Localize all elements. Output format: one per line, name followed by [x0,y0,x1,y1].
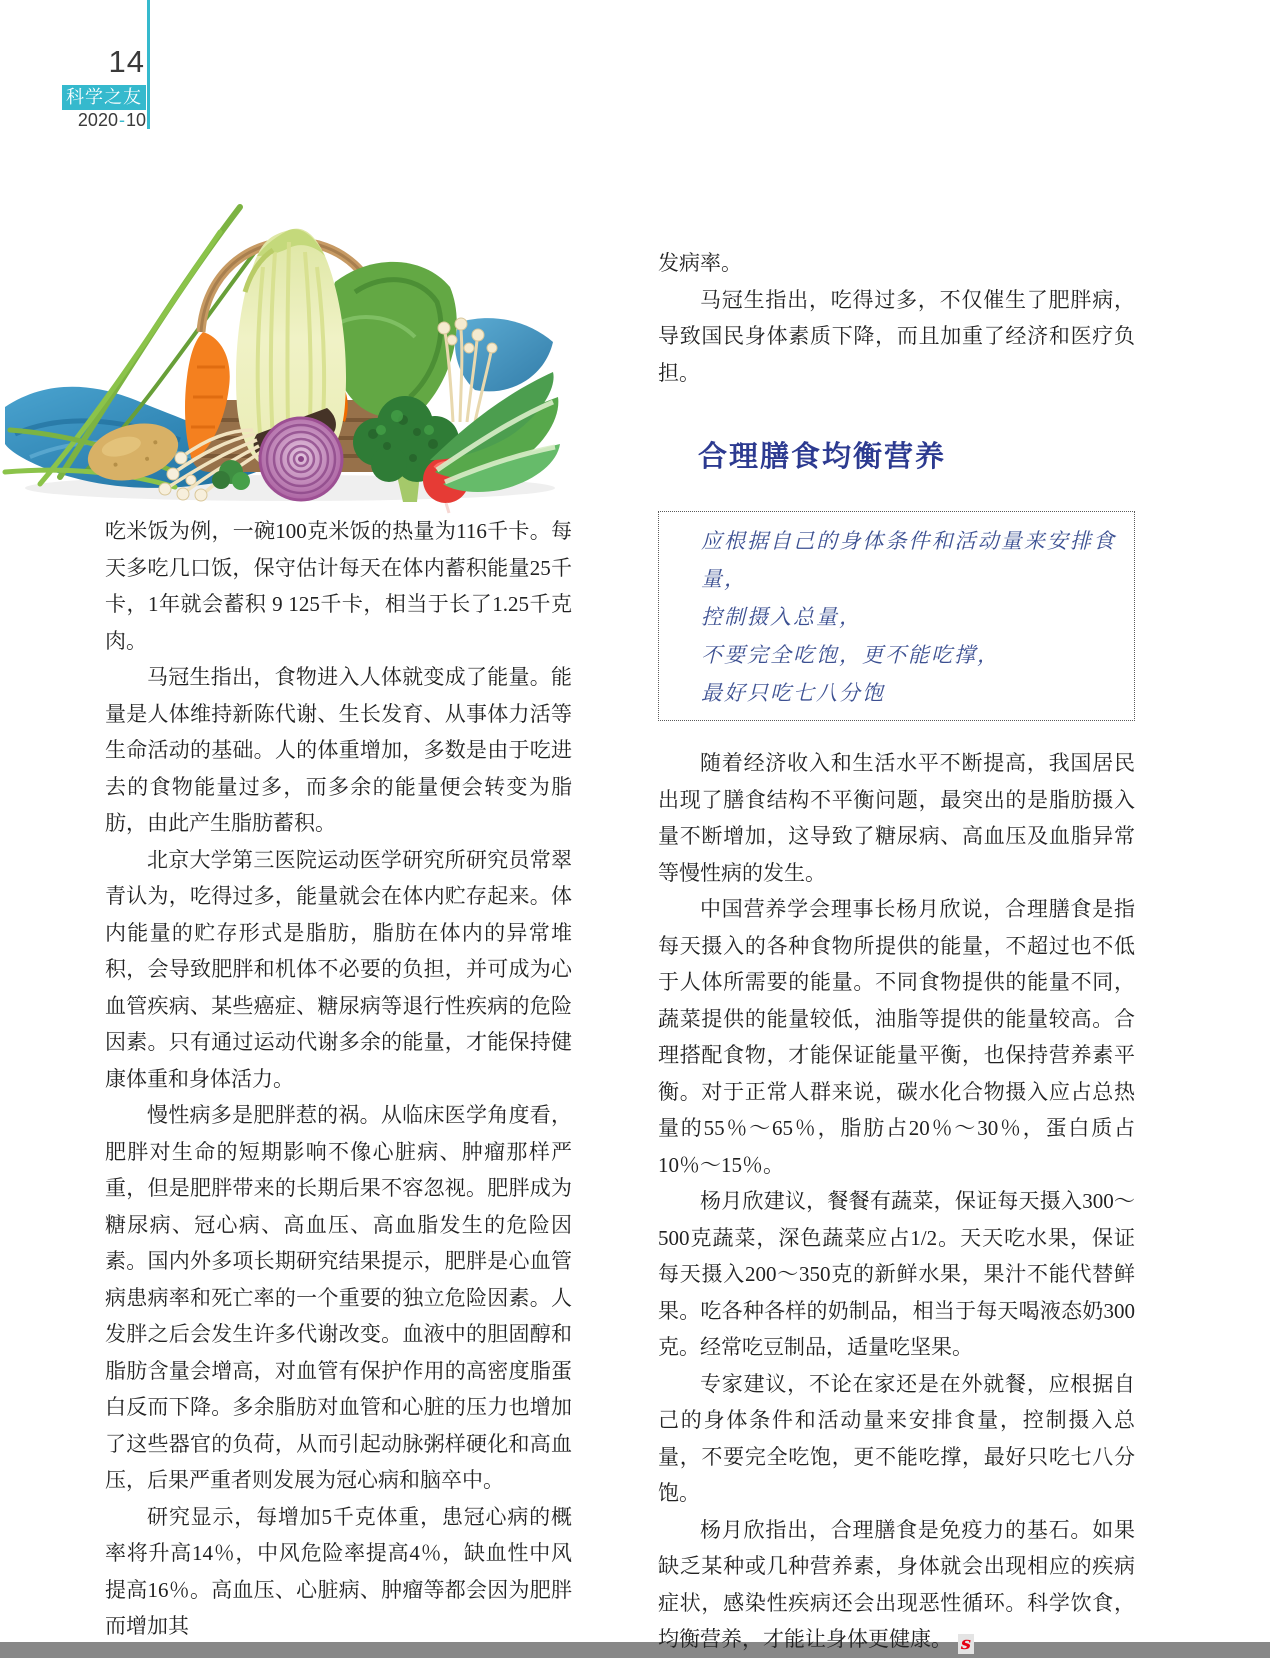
quote-line: 控制摄入总量， [701,605,862,629]
body-paragraph: 慢性病多是肥胖惹的祸。从临床医学角度看，肥胖对生命的短期影响不像心脏病、肿瘤那样严重，但是肥胖带来的长期后果不容忽视。肥胖成为糖尿病、冠心病、高血压、高血脂发生的危险因素。国内外多项长期研究结果提示，肥胖是心血管病患病率和死亡率的一个重要的独立危险因素。人发胖之后会发生许多代谢改变。血液中的胆固醇和脂肪含量会增高，对血管有保护作用的高密度脂蛋白反而下降。多余脂肪对血管和心脏的压力也增加了这些器官的负荷，从而引起动脉粥样硬化和高血压，后果严重者则发展为冠心病和脑卒中。 [105,1103,572,1492]
bok-choy [330,262,457,418]
quote-box [658,511,1135,721]
left-column [105,513,572,1645]
body-paragraph [658,1512,1135,1658]
body-paragraph: 马冠生指出，食物进入人体就变成了能量。能量是人体维持新陈代谢、生长发育、从事体力活等生命活动的基础。人的体重增加，多数是由于吃进去的食物能量过多，而多余的能量便会转变为脂肪，由此产生脂肪蓄积。 [105,665,572,835]
body-paragraph: 吃米饭为例，一碗100克米饭的热量为116千卡。每天多吃几口饭，保守估计每天在体内蓄积能量25千卡，1年就会蓄积 9 125千卡，相当于长了1.25千克肉。 [105,519,572,653]
section-heading: 合理膳食均衡营养 [698,441,947,473]
body-paragraph: 中国营养学会理事长杨月欣说，合理膳食是指每天摄入的各种食物所提供的能量，不超过也不低于人体所需要的能量。不同食物提供的能量不同，蔬菜提供的能量较低，油脂等提供的能量较高。合理搭配食物，才能保证能量平衡，也保持营养素平衡。对于正常人群来说，碳水化合物摄入应占总热量的55％～65％，脂肪占20％～30％，蛋白质占10％～15％。 [658,897,1135,1177]
magazine-name-badge: 科学之友 [62,85,146,110]
vegetables-photo [5,172,560,504]
paragraph-text: 杨月欣指出，合理膳食是免疫力的基石。如果缺乏某种或几种营养素，身体就会出现相应的疾病症状，感染性疾病还会出现恶性循环。科学饮食，均衡营养，才能让身体更健康。 [658,1517,1135,1651]
header-accent-rule [147,0,150,129]
quote-line: 不要完全吃饱，更不能吃撑， [701,643,1000,667]
page-number: 14 [108,44,145,79]
issue-month: 10 [125,110,146,130]
issue-separator: - [118,110,125,130]
body-paragraph: 杨月欣建议，餐餐有蔬菜，保证每天摄入300～500克蔬菜，深色蔬菜应占1/2。天天吃水果，保证每天摄入200～350克的新鲜水果，果汁不能代替鲜果。吃各种各样的奶制品，相当于每天喝液态奶300克。经常吃豆制品，适量吃坚果。 [658,1189,1135,1359]
body-paragraph: 随着经济收入和生活水平不断提高，我国居民出现了膳食结构不平衡问题，最突出的是脂肪摄入量不断增加，这导致了糖尿病、高血压及血脂异常等慢性病的发生。 [658,751,1135,885]
issue-year: 2020 [77,110,118,130]
body-paragraph: 马冠生指出，吃得过多，不仅催生了肥胖病，导致国民身体素质下降，而且加重了经济和医疗负担。 [658,287,1135,385]
body-paragraph: 北京大学第三医院运动医学研究所研究员常翠青认为，吃得过多，能量就会在体内贮存起来。体内能量的贮存形式是脂肪，脂肪在体内的异常堆积，会导致肥胖和机体不必要的负担，并可成为心血管疾病、某些癌症、糖尿病等退行性疾病的危险因素。只有通过运动代谢多余的能量，才能保持健康体重和身体活力。 [105,847,572,1091]
right-column [658,245,1135,1658]
issue-date [62,110,146,131]
body-paragraph: 发病率。 [658,251,742,275]
quote-line: 最好只吃七八分饱 [701,681,885,705]
body-paragraph: 研究显示，每增加5千克体重，患冠心病的概率将升高14％，中风危险率提高4％，缺血性中风提高16％。高血压、心脏病、肿瘤等都会因为肥胖而增加其 [105,1504,572,1638]
body-paragraph: 专家建议，不论在家还是在外就餐，应根据自己的身体条件和活动量来安排食量，控制摄入总量，不要完全吃饱，更不能吃撑，最好只吃七八分饱。 [658,1371,1135,1505]
quote-line: 应根据自己的身体条件和活动量来安排食量， [701,529,1116,591]
red-onion [260,418,342,500]
article-end-icon: s [958,1634,974,1654]
